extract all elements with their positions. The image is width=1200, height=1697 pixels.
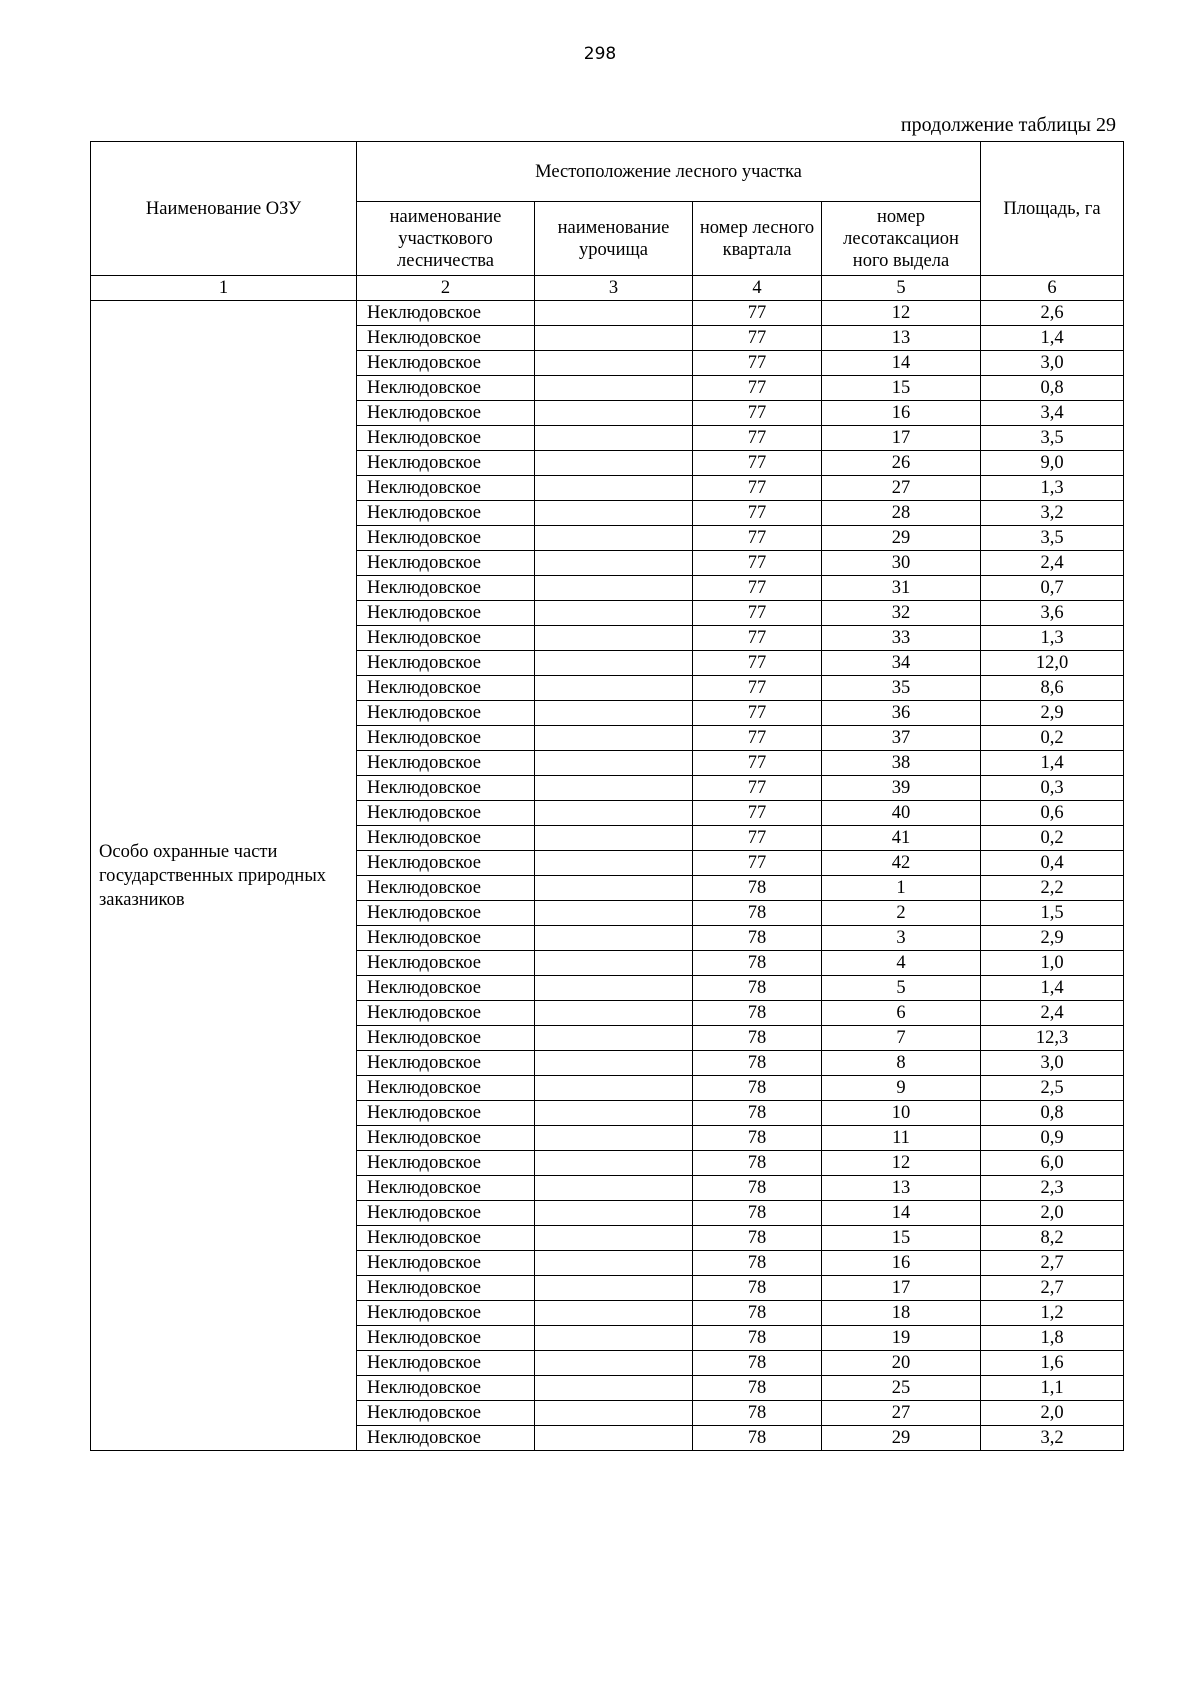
area-cell: 2,7: [981, 1251, 1124, 1276]
area-cell: 1,5: [981, 901, 1124, 926]
allotment-cell: 12: [822, 301, 981, 326]
column-number: 4: [693, 276, 822, 301]
forestry-cell: Неклюдовское: [357, 1201, 535, 1226]
page-number: 298: [583, 44, 617, 64]
quarter-cell: 78: [693, 1226, 822, 1251]
column-number: 6: [981, 276, 1124, 301]
quarter-cell: 77: [693, 401, 822, 426]
tract-cell: [535, 926, 693, 951]
allotment-cell: 3: [822, 926, 981, 951]
tract-cell: [535, 1001, 693, 1026]
allotment-cell: 13: [822, 326, 981, 351]
quarter-cell: 77: [693, 376, 822, 401]
allotment-cell: 9: [822, 1076, 981, 1101]
tract-cell: [535, 1251, 693, 1276]
tract-cell: [535, 1201, 693, 1226]
tract-cell: [535, 801, 693, 826]
quarter-cell: 77: [693, 501, 822, 526]
allotment-cell: 12: [822, 1151, 981, 1176]
quarter-cell: 77: [693, 351, 822, 376]
tract-cell: [535, 1401, 693, 1426]
area-cell: 3,4: [981, 401, 1124, 426]
forestry-cell: Неклюдовское: [357, 651, 535, 676]
area-cell: 0,8: [981, 376, 1124, 401]
allotment-cell: 16: [822, 1251, 981, 1276]
quarter-cell: 77: [693, 801, 822, 826]
allotment-cell: 29: [822, 526, 981, 551]
area-cell: 0,4: [981, 851, 1124, 876]
area-cell: 1,8: [981, 1326, 1124, 1351]
tract-cell: [535, 776, 693, 801]
tract-cell: [535, 626, 693, 651]
column-number: 1: [91, 276, 357, 301]
quarter-cell: 78: [693, 1026, 822, 1051]
area-cell: 1,6: [981, 1351, 1124, 1376]
column-number: 2: [357, 276, 535, 301]
forestry-cell: Неклюдовское: [357, 1076, 535, 1101]
forestry-cell: Неклюдовское: [357, 951, 535, 976]
allotment-cell: 40: [822, 801, 981, 826]
forestry-cell: Неклюдовское: [357, 1001, 535, 1026]
allotment-cell: 18: [822, 1301, 981, 1326]
tract-cell: [535, 451, 693, 476]
tract-cell: [535, 676, 693, 701]
forestry-cell: Неклюдовское: [357, 1301, 535, 1326]
quarter-cell: 78: [693, 1301, 822, 1326]
allotment-cell: 27: [822, 476, 981, 501]
quarter-cell: 77: [693, 776, 822, 801]
tract-cell: [535, 1101, 693, 1126]
forestry-cell: Неклюдовское: [357, 376, 535, 401]
allotment-cell: 17: [822, 1276, 981, 1301]
area-cell: 2,5: [981, 1076, 1124, 1101]
header-forestry: наименование участкового лесничества: [357, 202, 535, 276]
quarter-cell: 78: [693, 1126, 822, 1151]
forestry-cell: Неклюдовское: [357, 601, 535, 626]
forestry-cell: Неклюдовское: [357, 676, 535, 701]
forestry-cell: Неклюдовское: [357, 501, 535, 526]
area-cell: 2,9: [981, 926, 1124, 951]
forestry-cell: Неклюдовское: [357, 576, 535, 601]
forestry-cell: Неклюдовское: [357, 826, 535, 851]
forestry-cell: Неклюдовское: [357, 851, 535, 876]
tract-cell: [535, 1376, 693, 1401]
allotment-cell: 11: [822, 1126, 981, 1151]
area-cell: 1,1: [981, 1376, 1124, 1401]
quarter-cell: 78: [693, 1426, 822, 1451]
allotment-cell: 37: [822, 726, 981, 751]
tract-cell: [535, 426, 693, 451]
tract-cell: [535, 1026, 693, 1051]
allotment-cell: 41: [822, 826, 981, 851]
area-cell: 2,3: [981, 1176, 1124, 1201]
tract-cell: [535, 1176, 693, 1201]
quarter-cell: 77: [693, 676, 822, 701]
allotment-cell: 10: [822, 1101, 981, 1126]
area-cell: 2,0: [981, 1401, 1124, 1426]
area-cell: 3,6: [981, 601, 1124, 626]
quarter-cell: 77: [693, 551, 822, 576]
tract-cell: [535, 876, 693, 901]
table-row: [91, 301, 1124, 326]
tract-cell: [535, 1276, 693, 1301]
allotment-cell: 5: [822, 976, 981, 1001]
quarter-cell: 78: [693, 1001, 822, 1026]
header-tract: наименование урочища: [535, 202, 693, 276]
allotment-cell: 25: [822, 1376, 981, 1401]
ozu-group-name: Особо охранные части государственных природных заказников: [91, 301, 357, 1451]
area-cell: 1,3: [981, 626, 1124, 651]
area-cell: 3,5: [981, 426, 1124, 451]
forestry-cell: Неклюдовское: [357, 401, 535, 426]
forestry-cell: Неклюдовское: [357, 1251, 535, 1276]
tract-cell: [535, 501, 693, 526]
forestry-cell: Неклюдовское: [357, 1176, 535, 1201]
allotment-cell: 13: [822, 1176, 981, 1201]
tract-cell: [535, 726, 693, 751]
quarter-cell: 77: [693, 601, 822, 626]
allotment-cell: 14: [822, 1201, 981, 1226]
forestry-cell: Неклюдовское: [357, 351, 535, 376]
quarter-cell: 77: [693, 701, 822, 726]
quarter-cell: 78: [693, 1376, 822, 1401]
area-cell: 0,7: [981, 576, 1124, 601]
area-cell: 3,5: [981, 526, 1124, 551]
area-cell: 1,0: [981, 951, 1124, 976]
allotment-cell: 15: [822, 1226, 981, 1251]
area-cell: 6,0: [981, 1151, 1124, 1176]
forestry-cell: Неклюдовское: [357, 801, 535, 826]
allotment-cell: 31: [822, 576, 981, 601]
tract-cell: [535, 1351, 693, 1376]
area-cell: 2,4: [981, 1001, 1124, 1026]
area-cell: 12,3: [981, 1026, 1124, 1051]
quarter-cell: 78: [693, 951, 822, 976]
allotment-cell: 28: [822, 501, 981, 526]
area-cell: 2,0: [981, 1201, 1124, 1226]
forestry-cell: Неклюдовское: [357, 901, 535, 926]
area-cell: 3,0: [981, 1051, 1124, 1076]
quarter-cell: 78: [693, 1276, 822, 1301]
allotment-cell: 36: [822, 701, 981, 726]
forestry-cell: Неклюдовское: [357, 426, 535, 451]
table-body: [91, 301, 1124, 1451]
quarter-cell: 77: [693, 651, 822, 676]
tract-cell: [535, 301, 693, 326]
area-cell: 9,0: [981, 451, 1124, 476]
quarter-cell: 77: [693, 476, 822, 501]
area-cell: 12,0: [981, 651, 1124, 676]
tract-cell: [535, 601, 693, 626]
forestry-cell: Неклюдовское: [357, 1401, 535, 1426]
area-cell: 8,6: [981, 676, 1124, 701]
forestry-cell: Неклюдовское: [357, 1226, 535, 1251]
area-cell: 1,4: [981, 976, 1124, 1001]
allotment-cell: 15: [822, 376, 981, 401]
allotment-cell: 27: [822, 1401, 981, 1426]
allotment-cell: 20: [822, 1351, 981, 1376]
quarter-cell: 78: [693, 1076, 822, 1101]
allotment-cell: 2: [822, 901, 981, 926]
quarter-cell: 78: [693, 1176, 822, 1201]
area-cell: 0,3: [981, 776, 1124, 801]
forestry-cell: Неклюдовское: [357, 926, 535, 951]
tract-cell: [535, 1126, 693, 1151]
quarter-cell: 78: [693, 926, 822, 951]
tract-cell: [535, 751, 693, 776]
allotment-cell: 34: [822, 651, 981, 676]
tract-cell: [535, 1226, 693, 1251]
quarter-cell: 78: [693, 1401, 822, 1426]
tract-cell: [535, 551, 693, 576]
forestry-cell: Неклюдовское: [357, 1051, 535, 1076]
area-cell: 1,4: [981, 326, 1124, 351]
allotment-cell: 33: [822, 626, 981, 651]
forestry-cell: Неклюдовское: [357, 1151, 535, 1176]
area-cell: 2,4: [981, 551, 1124, 576]
quarter-cell: 78: [693, 1326, 822, 1351]
tract-cell: [535, 1426, 693, 1451]
allotment-cell: 6: [822, 1001, 981, 1026]
area-cell: 2,2: [981, 876, 1124, 901]
forestry-cell: Неклюдовское: [357, 1101, 535, 1126]
quarter-cell: 78: [693, 1101, 822, 1126]
quarter-cell: 77: [693, 326, 822, 351]
forestry-cell: Неклюдовское: [357, 1326, 535, 1351]
forestry-cell: Неклюдовское: [357, 1351, 535, 1376]
tract-cell: [535, 576, 693, 601]
tract-cell: [535, 826, 693, 851]
allotment-cell: 32: [822, 601, 981, 626]
quarter-cell: 78: [693, 976, 822, 1001]
forestry-cell: Неклюдовское: [357, 451, 535, 476]
tract-cell: [535, 701, 693, 726]
quarter-cell: 77: [693, 301, 822, 326]
forestry-cell: Неклюдовское: [357, 1126, 535, 1151]
column-number: 5: [822, 276, 981, 301]
tract-cell: [535, 1326, 693, 1351]
header-location-group: Местоположение лесного участка: [357, 142, 981, 202]
forestry-cell: Неклюдовское: [357, 751, 535, 776]
tract-cell: [535, 901, 693, 926]
quarter-cell: 78: [693, 901, 822, 926]
allotment-cell: 14: [822, 351, 981, 376]
quarter-cell: 77: [693, 526, 822, 551]
allotment-cell: 35: [822, 676, 981, 701]
area-cell: 0,6: [981, 801, 1124, 826]
tract-cell: [535, 851, 693, 876]
quarter-cell: 78: [693, 1251, 822, 1276]
quarter-cell: 77: [693, 626, 822, 651]
allotment-cell: 17: [822, 426, 981, 451]
quarter-cell: 77: [693, 751, 822, 776]
area-cell: 0,9: [981, 1126, 1124, 1151]
forestry-cell: Неклюдовское: [357, 526, 535, 551]
header-area: Площадь, га: [981, 142, 1124, 276]
quarter-cell: 78: [693, 876, 822, 901]
forestry-cell: Неклюдовское: [357, 1426, 535, 1451]
forestry-cell: Неклюдовское: [357, 776, 535, 801]
quarter-cell: 78: [693, 1051, 822, 1076]
tract-cell: [535, 326, 693, 351]
area-cell: 0,8: [981, 1101, 1124, 1126]
quarter-cell: 77: [693, 851, 822, 876]
area-cell: 3,2: [981, 501, 1124, 526]
forestry-cell: Неклюдовское: [357, 326, 535, 351]
allotment-cell: 16: [822, 401, 981, 426]
area-cell: 1,4: [981, 751, 1124, 776]
allotment-cell: 26: [822, 451, 981, 476]
allotment-cell: 38: [822, 751, 981, 776]
tract-cell: [535, 1076, 693, 1101]
area-cell: 3,0: [981, 351, 1124, 376]
tract-cell: [535, 1051, 693, 1076]
allotment-cell: 4: [822, 951, 981, 976]
area-cell: 2,9: [981, 701, 1124, 726]
column-number: 3: [535, 276, 693, 301]
area-cell: 2,7: [981, 1276, 1124, 1301]
allotment-cell: 8: [822, 1051, 981, 1076]
quarter-cell: 77: [693, 451, 822, 476]
forest-plots-table: [90, 141, 1124, 1451]
tract-cell: [535, 401, 693, 426]
area-cell: 1,2: [981, 1301, 1124, 1326]
tract-cell: [535, 476, 693, 501]
tract-cell: [535, 526, 693, 551]
forestry-cell: Неклюдовское: [357, 626, 535, 651]
quarter-cell: 78: [693, 1351, 822, 1376]
allotment-cell: 29: [822, 1426, 981, 1451]
quarter-cell: 77: [693, 576, 822, 601]
forestry-cell: Неклюдовское: [357, 301, 535, 326]
area-cell: 2,6: [981, 301, 1124, 326]
area-cell: 3,2: [981, 1426, 1124, 1451]
forestry-cell: Неклюдовское: [357, 976, 535, 1001]
tract-cell: [535, 1301, 693, 1326]
header-quarter: номер лесного квартала: [693, 202, 822, 276]
quarter-cell: 78: [693, 1151, 822, 1176]
tract-cell: [535, 376, 693, 401]
area-cell: 8,2: [981, 1226, 1124, 1251]
area-cell: 0,2: [981, 726, 1124, 751]
tract-cell: [535, 976, 693, 1001]
header-ozu-name: Наименование ОЗУ: [91, 142, 357, 276]
allotment-cell: 30: [822, 551, 981, 576]
forestry-cell: Неклюдовское: [357, 1376, 535, 1401]
forestry-cell: Неклюдовское: [357, 1026, 535, 1051]
quarter-cell: 77: [693, 726, 822, 751]
forestry-cell: Неклюдовское: [357, 1276, 535, 1301]
tract-cell: [535, 651, 693, 676]
forestry-cell: Неклюдовское: [357, 701, 535, 726]
allotment-cell: 19: [822, 1326, 981, 1351]
table-continuation-label: продолжение таблицы 29: [900, 114, 1116, 136]
quarter-cell: 77: [693, 826, 822, 851]
allotment-cell: 39: [822, 776, 981, 801]
allotment-cell: 1: [822, 876, 981, 901]
quarter-cell: 77: [693, 426, 822, 451]
tract-cell: [535, 951, 693, 976]
area-cell: 0,2: [981, 826, 1124, 851]
tract-cell: [535, 351, 693, 376]
allotment-cell: 42: [822, 851, 981, 876]
quarter-cell: 78: [693, 1201, 822, 1226]
allotment-cell: 7: [822, 1026, 981, 1051]
forestry-cell: Неклюдовское: [357, 876, 535, 901]
header-allotment: номер лесотаксацион ного выдела: [822, 202, 981, 276]
forestry-cell: Неклюдовское: [357, 726, 535, 751]
tract-cell: [535, 1151, 693, 1176]
forestry-cell: Неклюдовское: [357, 476, 535, 501]
area-cell: 1,3: [981, 476, 1124, 501]
forestry-cell: Неклюдовское: [357, 551, 535, 576]
